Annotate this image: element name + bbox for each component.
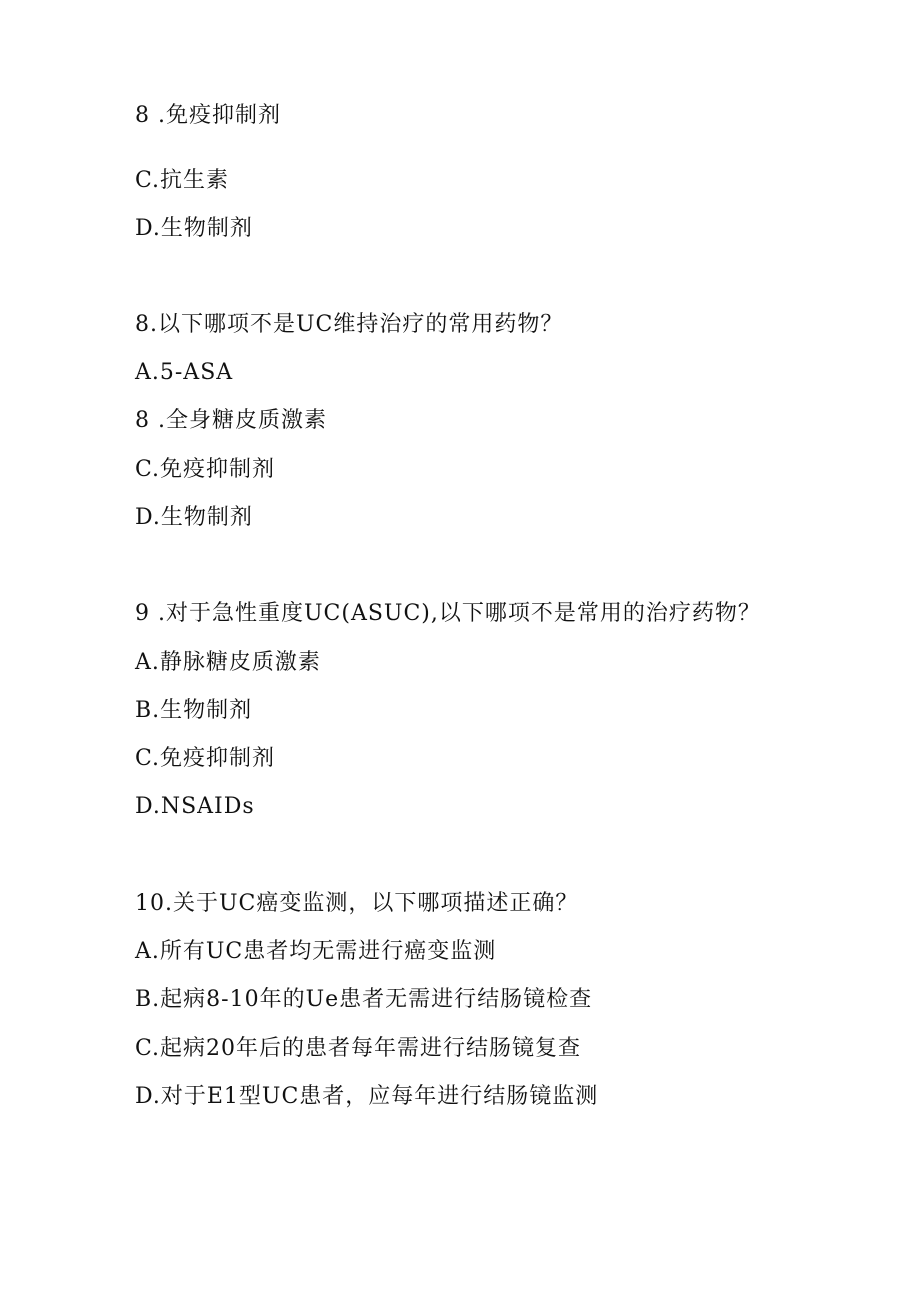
option-b-q8: 8 .全身糖皮质激素 xyxy=(135,408,327,433)
option-b-q10: B.起病8-10年的Ue患者无需进行结肠镜检查 xyxy=(135,987,593,1012)
option-c-q8: C.免疫抑制剂 xyxy=(135,457,276,482)
option-b-q7: 8 .免疫抑制剂 xyxy=(135,103,281,128)
option-d-q8: D.生物制剂 xyxy=(135,505,253,530)
option-a-q9: A.静脉糖皮质激素 xyxy=(135,650,321,675)
option-c-q9: C.免疫抑制剂 xyxy=(135,746,276,771)
option-d-q9: D.NSAIDs xyxy=(135,794,255,819)
option-b-q9: B.生物制剂 xyxy=(135,698,253,723)
option-a-q10: A.所有UC患者均无需进行癌变监测 xyxy=(135,939,497,964)
option-d-q7: D.生物制剂 xyxy=(135,216,253,241)
option-c-q10: C.起病20年后的患者每年需进行结肠镜复查 xyxy=(135,1036,582,1061)
option-c-q7: C.抗生素 xyxy=(135,168,230,193)
question-9: 9 .对于急性重度UC(ASUC),以下哪项不是常用的治疗药物？ xyxy=(135,601,761,626)
question-10: 10.关于UC癌变监测，以下哪项描述正确？ xyxy=(135,891,579,916)
option-d-q10: D.对于E1型UC患者，应每年进行结肠镜监测 xyxy=(135,1084,599,1109)
option-a-q8: A.5-ASA xyxy=(135,360,234,385)
question-8: 8.以下哪项不是UC维持治疗的常用药物？ xyxy=(135,312,564,337)
